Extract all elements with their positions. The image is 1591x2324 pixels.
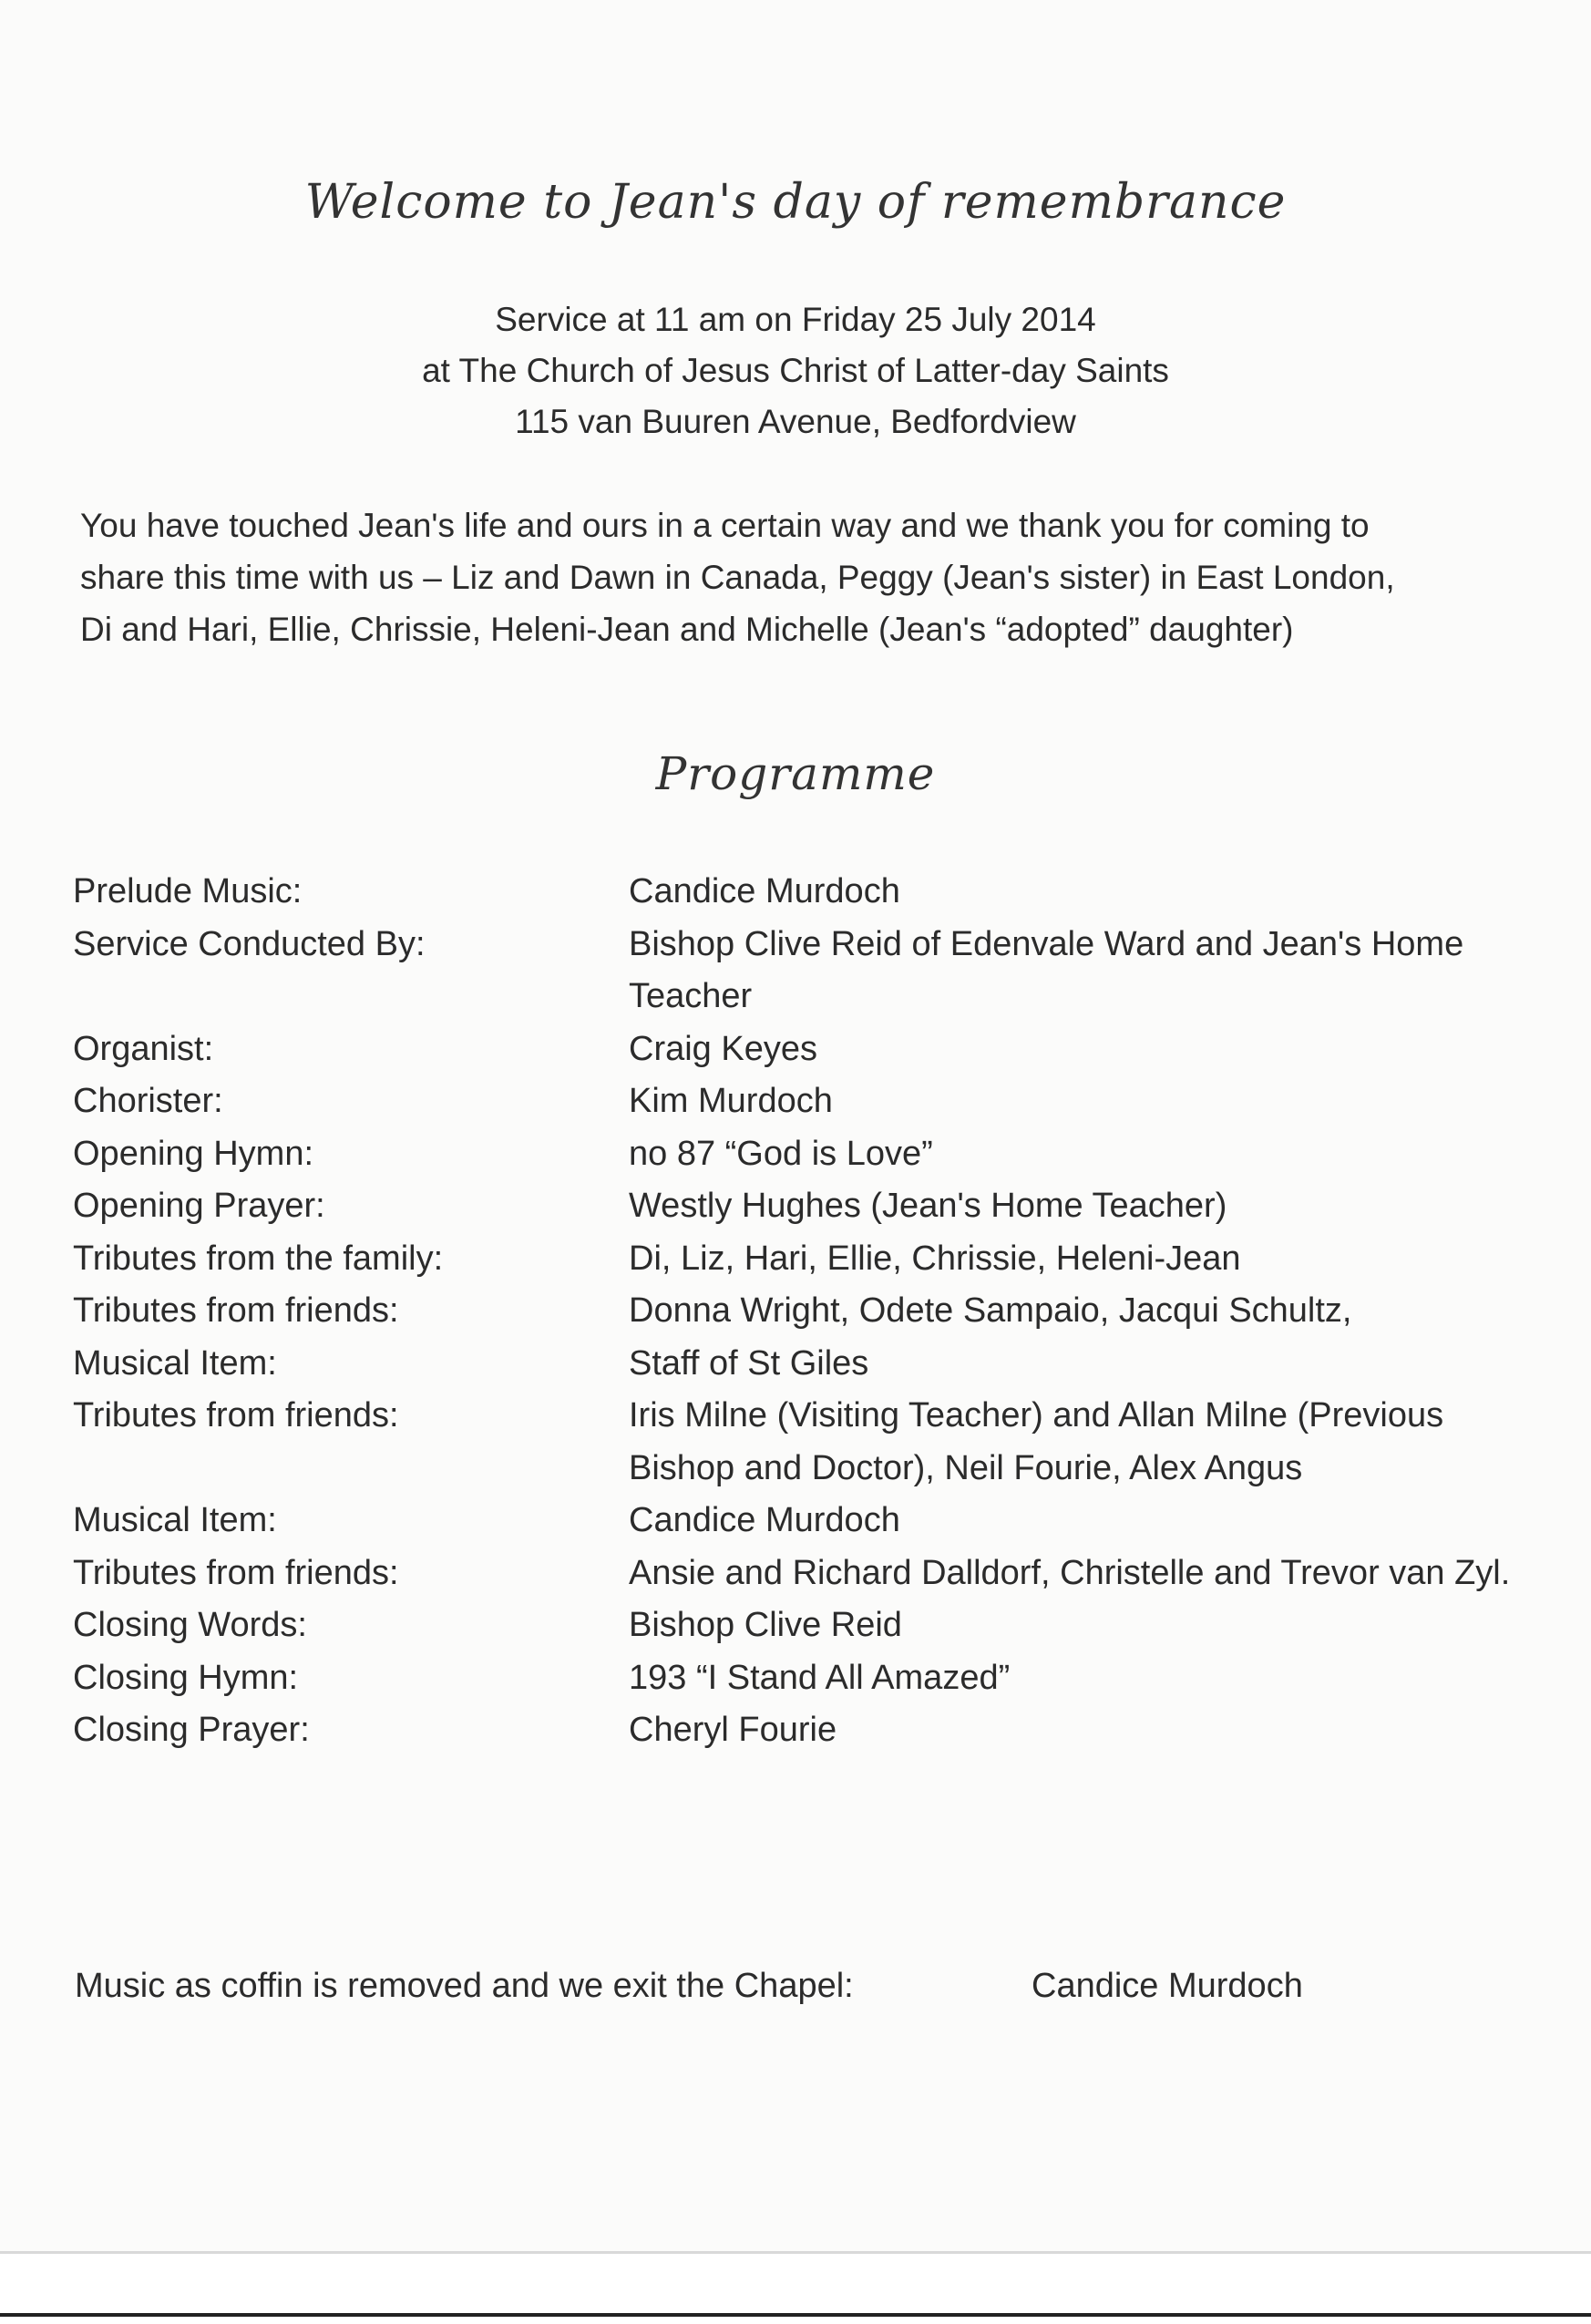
programme-label: Closing Prayer:: [73, 1711, 310, 1749]
programme-label: Chorister:: [73, 1082, 223, 1120]
programme-row: [73, 1652, 1549, 1705]
programme-label: Opening Hymn:: [73, 1134, 314, 1173]
programme-row: [73, 1233, 1549, 1286]
programme-value: no 87 “God is Love”: [629, 1134, 933, 1173]
programme-row: [73, 1390, 1549, 1495]
intro-line: Di and Hari, Ellie, Chrissie, Heleni-Jean and Michelle (Jean's “adopted” daughter): [80, 611, 1294, 648]
programme-value: Candice Murdoch: [629, 1501, 900, 1539]
page-title: Welcome to Jean's day of remembrance: [304, 175, 1287, 230]
programme-row: [73, 1075, 1549, 1128]
programme-label: Tributes from friends:: [73, 1291, 399, 1330]
programme-row: [73, 1338, 1549, 1391]
programme-label: Tributes from friends:: [73, 1553, 399, 1592]
programme-row: [73, 1599, 1549, 1652]
programme-value: Westly Hughes (Jean's Home Teacher): [629, 1187, 1227, 1225]
scan-edge-line: [0, 2313, 1591, 2317]
programme-value: Ansie and Richard Dalldorf, Christelle and Trevor van Zyl.: [629, 1553, 1511, 1592]
programme-row: [73, 1548, 1549, 1600]
programme-label: Service Conducted By:: [73, 924, 426, 963]
programme-value: Kim Murdoch: [629, 1082, 833, 1120]
intro-line: share this time with us – Liz and Dawn in Canada, Peggy (Jean's sister) in East London,: [80, 559, 1395, 596]
programme-label: Closing Hymn:: [73, 1658, 299, 1697]
programme-row: [73, 866, 1549, 919]
programme-label: Musical Item:: [73, 1501, 277, 1539]
programme-row: [73, 1180, 1549, 1233]
programme-value: Bishop Clive Reid: [629, 1606, 902, 1644]
programme-row: [73, 1704, 1549, 1757]
programme-heading: Programme: [655, 747, 936, 800]
programme-list: [73, 866, 1549, 1757]
programme-label: Organist:: [73, 1029, 214, 1068]
programme-value: Bishop Clive Reid of Edenvale Ward and Jean's Home Teacher: [629, 924, 1464, 1015]
programme-label: Prelude Music:: [73, 872, 303, 910]
programme-row: [73, 1495, 1549, 1548]
intro-line: You have touched Jean's life and ours in a certain way and we thank you for coming to: [80, 507, 1370, 544]
programme-label: Musical Item:: [73, 1343, 277, 1383]
service-address: 115 van Buuren Avenue, Bedfordview: [515, 403, 1076, 440]
programme-label: Opening Prayer:: [73, 1187, 325, 1225]
programme-label: Tributes from friends:: [73, 1396, 399, 1435]
programme-value: Candice Murdoch: [629, 872, 900, 910]
programme-label: Closing Words:: [73, 1606, 307, 1644]
programme-value: Craig Keyes: [629, 1029, 817, 1068]
programme-value: Iris Milne (Visiting Teacher) and Allan Milne (Previous Bishop and Doctor), Neil Fourie, Alex Angus: [629, 1396, 1444, 1487]
programme-row: [73, 1023, 1549, 1076]
closing-music-performer: Candice Murdoch: [1032, 1967, 1303, 2005]
programme-value: Donna Wright, Odete Sampaio, Jacqui Schultz,: [629, 1291, 1352, 1330]
service-time: Service at 11 am on Friday 25 July 2014: [495, 301, 1096, 338]
programme-value: Di, Liz, Hari, Ellie, Chrissie, Heleni-Jean: [629, 1239, 1241, 1278]
programme-value: Cheryl Fourie: [629, 1711, 837, 1749]
programme-value: Staff of St Giles: [629, 1343, 869, 1383]
programme-row: [73, 919, 1549, 1023]
programme-row: [73, 1285, 1549, 1338]
closing-music-label: Music as coffin is removed and we exit the Chapel:: [75, 1967, 854, 2005]
programme-value: 193 “I Stand All Amazed”: [629, 1658, 1011, 1697]
service-venue: at The Church of Jesus Christ of Latter-day Saints: [422, 352, 1169, 389]
programme-row: [73, 1128, 1549, 1181]
programme-label: Tributes from the family:: [73, 1239, 444, 1278]
